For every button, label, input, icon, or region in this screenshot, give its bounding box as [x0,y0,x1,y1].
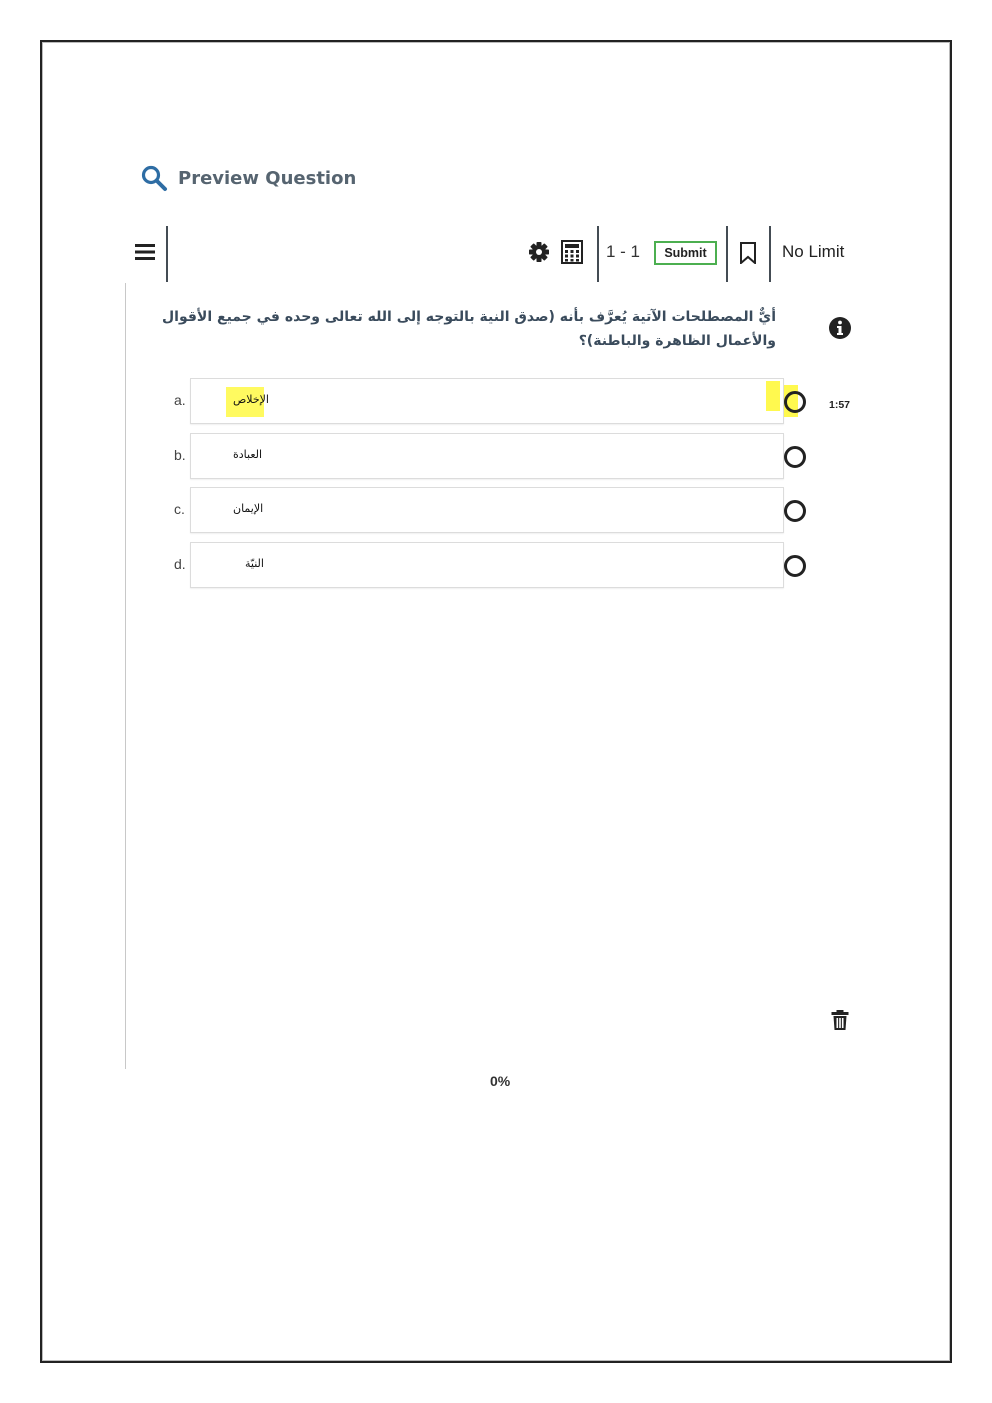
toolbar-divider [726,226,728,282]
option-letter: d. [174,555,186,572]
radio-button[interactable] [784,500,806,522]
gear-icon[interactable] [528,241,550,263]
hamburger-menu-icon[interactable] [134,241,156,263]
answer-options [160,378,786,596]
option-box[interactable] [190,487,784,533]
content-left-border [125,283,126,1069]
option-letter: c. [174,501,185,517]
option-letter: a. [174,392,186,408]
option-label: العبادة [233,447,263,461]
option-row-c[interactable] [160,487,786,535]
question-timer: 1:57 [829,399,851,411]
radio-button[interactable] [784,555,806,577]
submit-button[interactable]: Submit [654,241,717,265]
question-toolbar [130,224,860,282]
option-label: الإيمان [233,502,264,515]
option-box[interactable] [190,433,784,479]
radio-button[interactable] [784,446,806,468]
info-icon[interactable] [828,316,852,340]
preview-header [140,162,356,194]
toolbar-divider [597,226,599,282]
bookmark-icon[interactable] [738,242,758,264]
option-letter: b. [174,446,186,463]
toolbar-divider [166,226,168,282]
option-label: الإخلاص [233,393,269,406]
option-row-a[interactable] [160,378,786,426]
progress-percentage: 0% [490,1073,511,1089]
trash-icon[interactable] [830,1009,850,1031]
calculator-icon[interactable] [561,240,583,264]
page-title: Preview Question [178,167,357,189]
time-limit-label: No Limit [782,242,845,261]
text-highlight [766,381,780,411]
option-row-b[interactable] [160,433,786,481]
option-label: النيّة [245,556,264,570]
option-box[interactable] [190,378,784,424]
search-icon [140,164,168,192]
toolbar-divider [769,226,771,282]
radio-button[interactable] [784,391,806,413]
option-row-d[interactable] [160,542,786,590]
option-box[interactable] [190,542,784,588]
question-text: أيٌّ المصطلحات الآتية يُعرَّف بأنه (صدق النية بالتوجه إلى الله تعالى وحده في جميع الأقوال والأعمال الظاهرة والباطنة)؟ [162,309,776,349]
page-counter: 1 - 1 [606,242,641,261]
